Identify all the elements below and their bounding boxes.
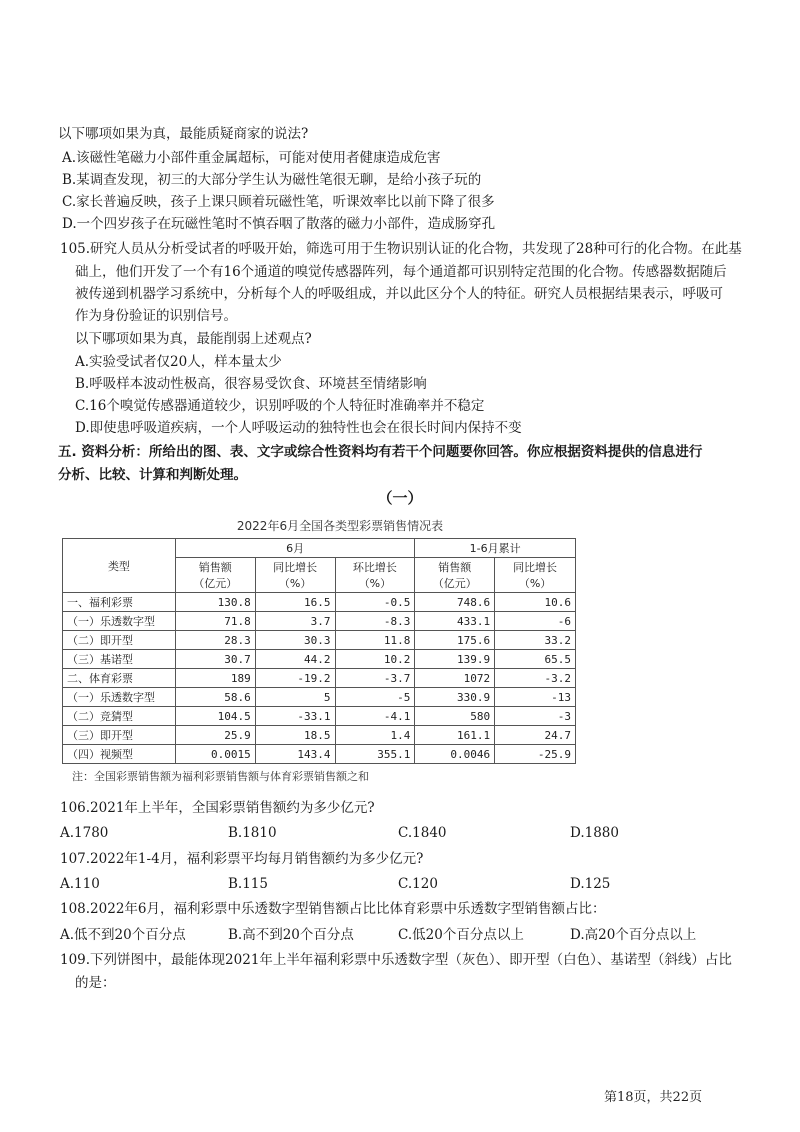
row-value-cell: 355.1 (335, 745, 415, 764)
row-value-cell: -33.1 (255, 707, 335, 726)
row-value-cell: 11.8 (335, 631, 415, 650)
row-value-cell: 18.5 (255, 726, 335, 745)
row-value-cell: -13 (495, 688, 576, 707)
row-value-cell: 33.2 (495, 631, 576, 650)
row-type-name: （一）乐透数字型 (63, 612, 176, 631)
table-row (63, 688, 576, 707)
section-heading-line-2: 分析、比较、计算和判断处理。 (58, 467, 247, 483)
q107-option-a[interactable]: A.110 (60, 876, 100, 892)
q109-stem-line-1: 109.下列饼图中，最能体现2021年上半年福利彩票中乐透数字型（灰色）、即开型（白色）、基诺型（斜线）占比 (60, 952, 732, 968)
table-row (63, 612, 576, 631)
q108-option-d[interactable]: D.高20个百分点以上 (570, 927, 697, 943)
row-value-cell: -6 (495, 612, 576, 631)
q107-prompt: 107.2022年1-4月，福利彩票平均每月销售额约为多少亿元? (60, 851, 424, 867)
row-value-cell: 330.9 (415, 688, 495, 707)
row-value-cell: 104.5 (175, 707, 255, 726)
row-type-name: （三）即开型 (63, 726, 176, 745)
row-value-cell: 748.6 (415, 593, 495, 612)
q108-option-a[interactable]: A.低不到20个百分点 (60, 927, 186, 943)
table-row (63, 593, 576, 612)
q106-option-a[interactable]: A.1780 (60, 825, 109, 841)
row-type-name: 二、体育彩票 (63, 669, 176, 688)
row-value-cell: 44.2 (255, 650, 335, 669)
header-june-mom: 环比增长 （%） (335, 558, 415, 593)
q105-stem-line-2: 础上，他们开发了一个有16个通道的嗅觉传感器阵列，每个通道都可识别特定范围的化合物。传感器数据随后 (75, 264, 727, 280)
header-type: 类型 (63, 539, 176, 593)
row-value-cell: 58.6 (175, 688, 255, 707)
q106-option-d[interactable]: D.1880 (570, 825, 619, 841)
q106-option-c[interactable]: C.1840 (398, 825, 447, 841)
q108-option-c[interactable]: C.低20个百分点以上 (398, 927, 524, 943)
table-row (63, 707, 576, 726)
q106-option-b[interactable]: B.1810 (228, 825, 277, 841)
row-value-cell: 10.2 (335, 650, 415, 669)
row-value-cell: 30.7 (175, 650, 255, 669)
q104-option-c[interactable]: C.家长普遍反映，孩子上课只顾着玩磁性笔，听课效率比以前下降了很多 (62, 194, 495, 210)
row-value-cell: 16.5 (255, 593, 335, 612)
table-row (63, 631, 576, 650)
row-value-cell: 0.0015 (175, 745, 255, 764)
table-row (63, 745, 576, 764)
q105-option-d[interactable]: D.即使患呼吸道疾病，一个人呼吸运动的独特性也会在很长时间内保持不变 (75, 420, 522, 436)
q105-prompt: 以下哪项如果为真，最能削弱上述观点? (75, 331, 312, 347)
q108-prompt: 108.2022年6月，福利彩票中乐透数字型销售额占比比体育彩票中乐透数字型销售额占比： (60, 901, 606, 917)
row-value-cell: 28.3 (175, 631, 255, 650)
q105-stem-line-4: 作为身份验证的识别信号。 (75, 308, 237, 324)
table-title: 2022年6月全国各类型彩票销售情况表 (236, 519, 444, 533)
q104-option-a[interactable]: A.该磁性笔磁力小部件重金属超标，可能对使用者健康造成危害 (62, 150, 441, 166)
row-value-cell: -25.9 (495, 745, 576, 764)
header-cum-sales: 销售额 （亿元） (415, 558, 495, 593)
lottery-sales-table (62, 538, 576, 764)
row-value-cell: 0.0046 (415, 745, 495, 764)
page-number: 第18页，共22页 (604, 1090, 703, 1105)
row-value-cell: 175.6 (415, 631, 495, 650)
row-value-cell: -8.3 (335, 612, 415, 631)
q105-option-b[interactable]: B.呼吸样本波动性极高，很容易受饮食、环境甚至情绪影响 (75, 376, 427, 392)
row-value-cell: 5 (255, 688, 335, 707)
header-cum-yoy: 同比增长 （%） (495, 558, 576, 593)
row-value-cell: 71.8 (175, 612, 255, 631)
q105-option-a[interactable]: A.实验受试者仅20人，样本量太少 (75, 354, 282, 370)
section-heading-line-1: 五. 资料分析：所给出的图、表、文字或综合性资料均有若干个问题要你回答。你应根据资料提供的信息进行 (58, 444, 703, 460)
q108-option-b[interactable]: B.高不到20个百分点 (228, 927, 354, 943)
row-type-name: （二）即开型 (63, 631, 176, 650)
row-value-cell: 580 (415, 707, 495, 726)
q109-stem-line-2: 的是： (75, 975, 116, 991)
row-value-cell: 10.6 (495, 593, 576, 612)
row-value-cell: -19.2 (255, 669, 335, 688)
row-value-cell: 1.4 (335, 726, 415, 745)
q104-option-d[interactable]: D.一个四岁孩子在玩磁性笔时不慎吞咽了散落的磁力小部件，造成肠穿孔 (62, 216, 496, 232)
q108-options (60, 925, 740, 945)
row-value-cell: 161.1 (415, 726, 495, 745)
row-type-name: （一）乐透数字型 (63, 688, 176, 707)
row-value-cell: 25.9 (175, 726, 255, 745)
row-value-cell: 30.3 (255, 631, 335, 650)
q107-option-b[interactable]: B.115 (228, 876, 268, 892)
row-value-cell: -0.5 (335, 593, 415, 612)
q107-option-d[interactable]: D.125 (570, 876, 611, 892)
q105-stem-line-3: 被传递到机器学习系统中，分析每个人的呼吸组成，并以此区分个人的特征。研究人员根据结果表示，呼吸可 (75, 286, 723, 302)
row-type-name: 一、福利彩票 (63, 593, 176, 612)
row-type-name: （二）竞猜型 (63, 707, 176, 726)
row-value-cell: -3.2 (495, 669, 576, 688)
table-note: 注：全国彩票销售额为福利彩票销售额与体育彩票销售额之和 (72, 770, 369, 783)
row-value-cell: -3.7 (335, 669, 415, 688)
header-june-yoy: 同比增长 （%） (255, 558, 335, 593)
row-value-cell: 1072 (415, 669, 495, 688)
row-value-cell: 65.5 (495, 650, 576, 669)
q106-options (60, 823, 740, 843)
table-body (63, 593, 576, 764)
part-label: （一） (377, 489, 423, 507)
row-type-name: （四）视频型 (63, 745, 176, 764)
table-row (63, 650, 576, 669)
row-value-cell: 130.8 (175, 593, 255, 612)
header-june-sales: 销售额 （亿元） (175, 558, 255, 593)
row-value-cell: 189 (175, 669, 255, 688)
table-row (63, 669, 576, 688)
q105-option-c[interactable]: C.16个嗅觉传感器通道较少，识别呼吸的个人特征时准确率并不稳定 (75, 398, 485, 414)
row-value-cell: 139.9 (415, 650, 495, 669)
header-june: 6月 (175, 539, 414, 558)
q105-stem-line-1: 105.研究人员从分析受试者的呼吸开始，筛选可用于生物识别认证的化合物，共发现了28种可行的化合物。在此基 (60, 241, 742, 257)
q104-prompt: 以下哪项如果为真，最能质疑商家的说法? (58, 126, 309, 142)
row-value-cell: -4.1 (335, 707, 415, 726)
q107-option-c[interactable]: C.120 (398, 876, 438, 892)
row-value-cell: 143.4 (255, 745, 335, 764)
row-type-name: （三）基诺型 (63, 650, 176, 669)
header-cumulative: 1-6月累计 (415, 539, 576, 558)
q107-options (60, 874, 740, 894)
row-value-cell: -3 (495, 707, 576, 726)
q104-option-b[interactable]: B.某调查发现，初三的大部分学生认为磁性笔很无聊，是给小孩子玩的 (62, 172, 482, 188)
row-value-cell: 24.7 (495, 726, 576, 745)
q106-prompt: 106.2021年上半年，全国彩票销售额约为多少亿元? (60, 800, 375, 816)
row-value-cell: 433.1 (415, 612, 495, 631)
row-value-cell: -5 (335, 688, 415, 707)
row-value-cell: 3.7 (255, 612, 335, 631)
table-row (63, 726, 576, 745)
